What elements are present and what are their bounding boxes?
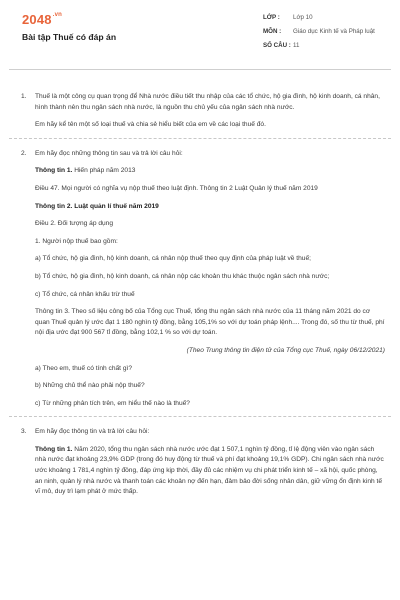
article-47: Điều 47. Mọi người có nghĩa vụ nộp thuế theo luật định. Thông tin 2 Luật Quản lý thuế năm 2019: [35, 184, 318, 192]
list-heading: 1. Người nộp thuế bao gồm:: [35, 237, 118, 245]
info-title: Thông tin 1.: [35, 167, 73, 175]
meta-value: Lớp 10: [293, 14, 313, 21]
question-text: Thuế là một công cụ quan trọng để Nhà nước điều tiết thu nhập của các tổ chức, hộ gia đình, hộ kinh doanh, cá nhân, hình thành nên thu ngân sách nhà nước, là nguồn thu chủ yếu của ngân sách nhà nước.: [35, 93, 380, 111]
info-2-title: Thông tin 2. Luật quản lí thuế năm 2019: [35, 202, 159, 210]
logo-main: 2048: [22, 12, 52, 27]
info-1: [35, 166, 385, 177]
logo-suffix: .vn: [52, 12, 63, 18]
info-title: Thông tin 1.: [35, 445, 73, 453]
meta-row-grade: [263, 14, 400, 28]
meta-row-count: [263, 42, 400, 56]
list-item-c: c) Tổ chức, cá nhân khấu trừ thuế: [35, 290, 135, 298]
header: [9, 0, 391, 70]
question-2: [9, 149, 391, 410]
question-separator: [9, 416, 391, 417]
meta-row-subject: [263, 28, 400, 42]
meta-info: [263, 14, 400, 56]
document-title: Bài tập Thuế có đáp án: [22, 32, 117, 42]
question-number: 1.: [21, 93, 27, 100]
meta-label: SỐ CÂU :: [263, 42, 291, 49]
question-number: 2.: [21, 149, 27, 157]
sub-question-c: c) Từ những phân tích trên, em hiểu thế nào là thuế?: [35, 399, 190, 407]
header-divider: [9, 69, 391, 70]
question-number: 3.: [21, 428, 27, 436]
meta-value: 11: [293, 42, 300, 49]
site-logo[interactable]: [22, 12, 62, 27]
question-1: [9, 92, 391, 131]
question-separator: [9, 138, 391, 139]
question-prompt: Em hãy kể tên một số loại thuế và chia sẻ hiểu biết của em về các loại thuế đó.: [35, 121, 266, 129]
question-intro: Em hãy đọc những thông tin sau và trả lời câu hỏi:: [35, 149, 183, 157]
info-text: Hiến pháp năm 2013: [72, 167, 136, 175]
info-text: Năm 2020, tổng thu ngân sách nhà nước ước đạt 1 507,1 nghìn tỷ đồng, tỉ lệ động viên vào ngân sách nhà nước đạt khoảng 23,9% GDP (trong đó huy động từ thuế và phí đạt khoảng 19,1% GDP). Chi ngân sách nhà nước ước khoảng 1 781,4 nghìn tỷ đồng, đáp ứng kịp thời, đầy đủ các nhiệm vụ chi phát triển kinh tế – xã hội, quốc phòng, an ninh, quản lý nhà nước và thanh toán các khoản nợ đến hạn, đảm bảo đời sống nhân dân, giữ vững ổn định kinh tế vĩ mô, duy trì lạm phát ở mức thấp.: [35, 445, 384, 496]
info-3: Thông tin 3. Theo số liệu công bố của Tổng cục Thuế, tổng thu ngân sách nhà nước của 11 tháng năm 2021 do cơ quan Thuế quản lý ước đạt 1 180 nghìn tỷ đồng, bằng 105,1% so với dự toán pháp lệnh.... Trong đó, số thu từ thuế, phí nội địa ước đạt 900 567 tỉ đồng, bằng 102,1 % so với dự toán.: [35, 308, 385, 337]
question-3: [9, 427, 391, 498]
list-item-a: a) Tổ chức, hộ gia đình, hộ kinh doanh, cá nhân nộp thuế theo quy định của pháp luật về thuế;: [35, 255, 311, 263]
question-intro: Em hãy đọc thông tin và trả lời câu hỏi:: [35, 428, 150, 436]
sub-question-a: a) Theo em, thuế có tính chất gì?: [35, 364, 133, 372]
meta-label: LỚP :: [263, 14, 280, 21]
article-2: Điều 2. Đối tượng áp dụng: [35, 220, 114, 228]
meta-value: Giáo dục Kinh tế và Pháp luật: [293, 28, 375, 35]
source-citation: (Theo Trung thông tin điện tử của Tổng cục Thuế, ngày 06/12/2021): [186, 346, 385, 354]
sub-question-b: b) Những chủ thể nào phải nộp thuế?: [35, 382, 145, 390]
list-item-b: b) Tổ chức, hộ gia đình, hộ kinh doanh, cá nhân nộp các khoản thu khác thuộc ngân sách nhà nước;: [35, 272, 330, 280]
meta-label: MÔN :: [263, 28, 282, 35]
info-1: [35, 445, 385, 498]
